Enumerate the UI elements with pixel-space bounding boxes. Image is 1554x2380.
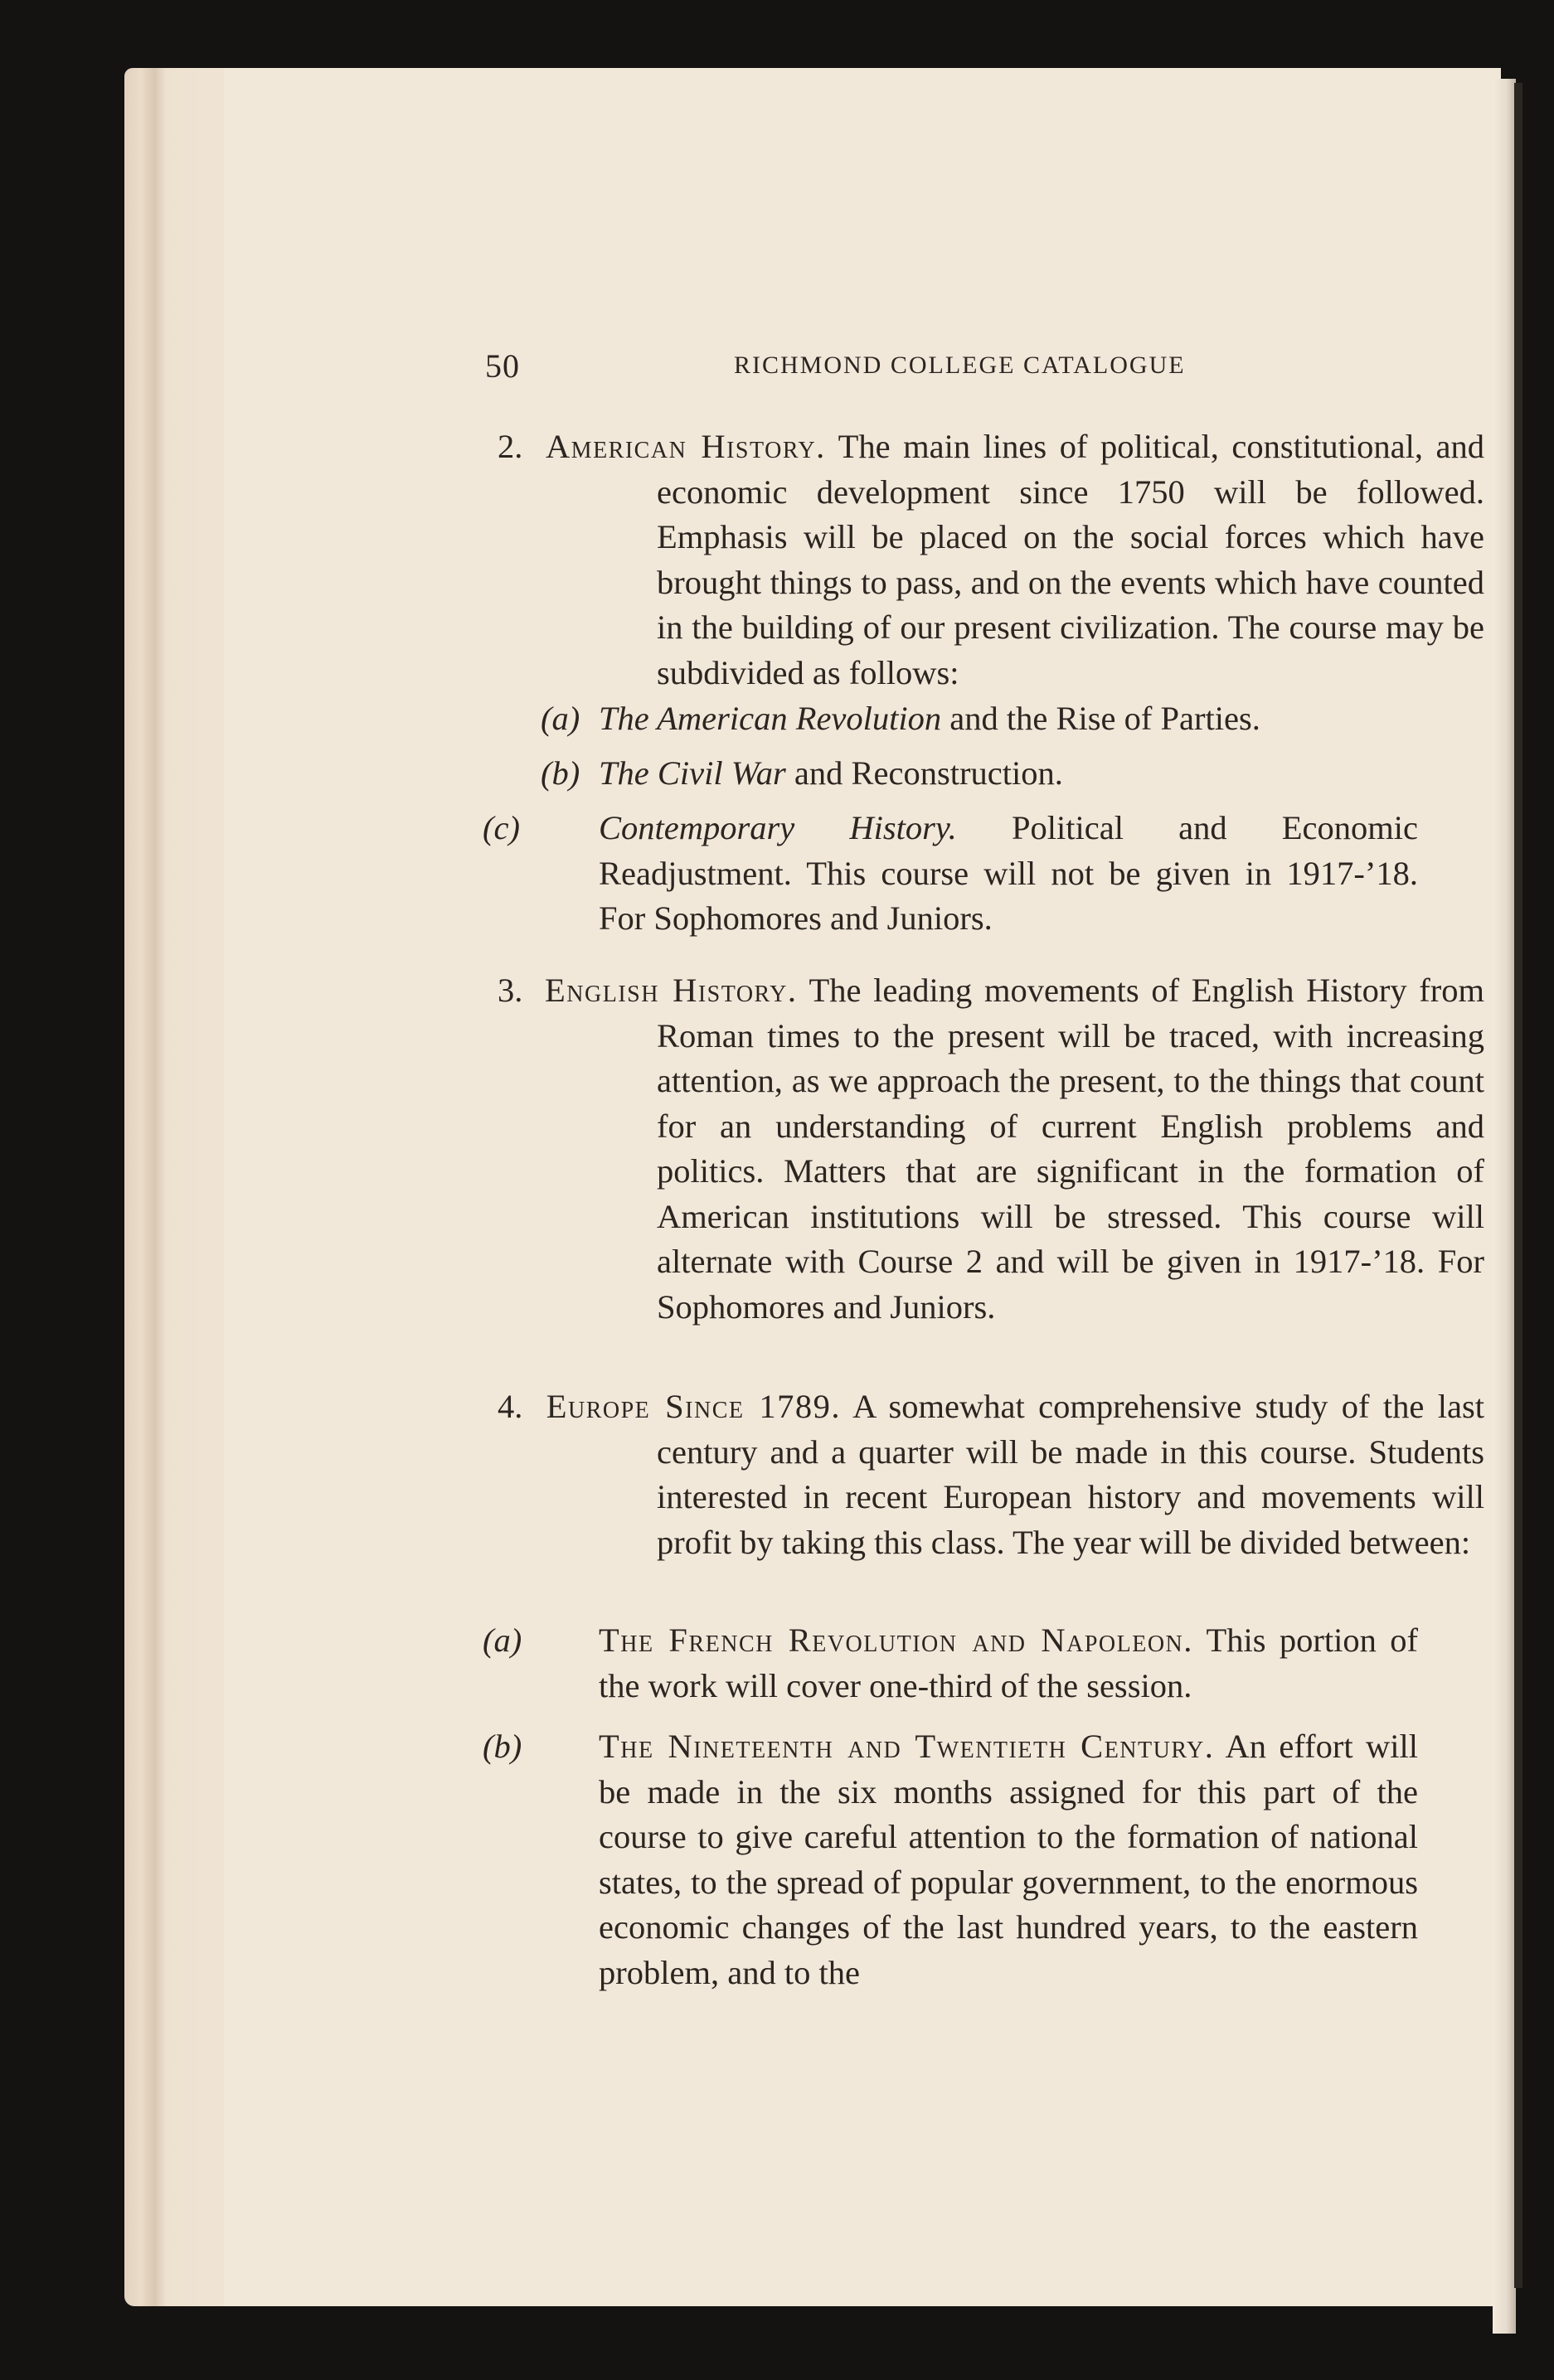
subcourse-text: Political and Economic Readjustment. This course will not be given in 1917-’18. For Sophomores and Juniors. bbox=[599, 809, 1418, 937]
subcourse-title: The Civil War bbox=[599, 754, 786, 792]
subcourse-item bbox=[464, 1724, 1418, 1995]
course-heading: English History. bbox=[545, 972, 798, 1009]
course-description: A somewhat comprehensive study of the last century and a quarter will be made in this course. Students interested in recent European history and movements will profit by taking this class. The year will be divided between: bbox=[657, 1388, 1484, 1561]
course-heading: American History. bbox=[545, 428, 826, 465]
subcourse-label: (a) bbox=[483, 1621, 522, 1659]
course-entry-english-history bbox=[498, 968, 1484, 1330]
subcourse-text: An effort will be made in the six months assigned for this part of the course to give careful attention to the formation of national states, to the spread of popular government, to the enormous economic changes of the last hundred years, to the eastern problem, and to the bbox=[599, 1728, 1418, 1991]
course-number: 2. bbox=[498, 428, 523, 465]
course-entry-american-history bbox=[498, 424, 1484, 696]
subcourse-item bbox=[541, 751, 1494, 797]
subcourse-label: (b) bbox=[483, 1728, 522, 1765]
course-number: 3. bbox=[498, 972, 523, 1009]
course-entry-europe-since-1789 bbox=[498, 1384, 1484, 1565]
running-head bbox=[0, 347, 1554, 385]
course-description: The leading movements of English History from Roman times to the present will be traced, with increasing attention, as we approach the present, to the things that count for an understanding of current English problems and politics. Matters that are significant in the formation of American institutions will be stressed. This course will alternate with Course 2 and will be given in 1917-’18. For Sophomores and Juniors. bbox=[657, 972, 1485, 1326]
course-heading: Europe Since 1789. bbox=[546, 1388, 842, 1425]
page-number: 50 bbox=[485, 347, 520, 385]
subcourse-text: This portion of the work will cover one-third of the session. bbox=[599, 1621, 1419, 1704]
subcourse-item bbox=[541, 696, 1494, 742]
subcourse-title: The American Revolution bbox=[599, 700, 942, 737]
subcourse-title: The Nineteenth and Twentieth Century. bbox=[599, 1728, 1215, 1765]
subcourse-text: and Reconstruction. bbox=[785, 754, 1063, 792]
running-head-title: RICHMOND COLLEGE CATALOGUE bbox=[734, 351, 1186, 379]
subcourse-item bbox=[464, 1618, 1418, 1709]
course-description: The main lines of political, constitutional, and economic development since 1750 will be followed. Emphasis will be placed on the social forces which have brought things to pass, and on the events which have counted in the building of our present civilization. The course may be subdivided as follows: bbox=[657, 428, 1485, 691]
subcourse-label: (c) bbox=[483, 809, 520, 846]
subcourse-text: and the Rise of Parties. bbox=[941, 700, 1260, 737]
subcourse-label: (a) bbox=[541, 700, 580, 737]
subcourse-title: Contemporary History. bbox=[599, 809, 957, 846]
subcourse-item bbox=[464, 806, 1418, 942]
subcourse-label: (b) bbox=[541, 754, 580, 792]
subcourse-title: The French Revolution and Napoleon. bbox=[599, 1621, 1193, 1659]
course-number: 4. bbox=[498, 1388, 523, 1425]
